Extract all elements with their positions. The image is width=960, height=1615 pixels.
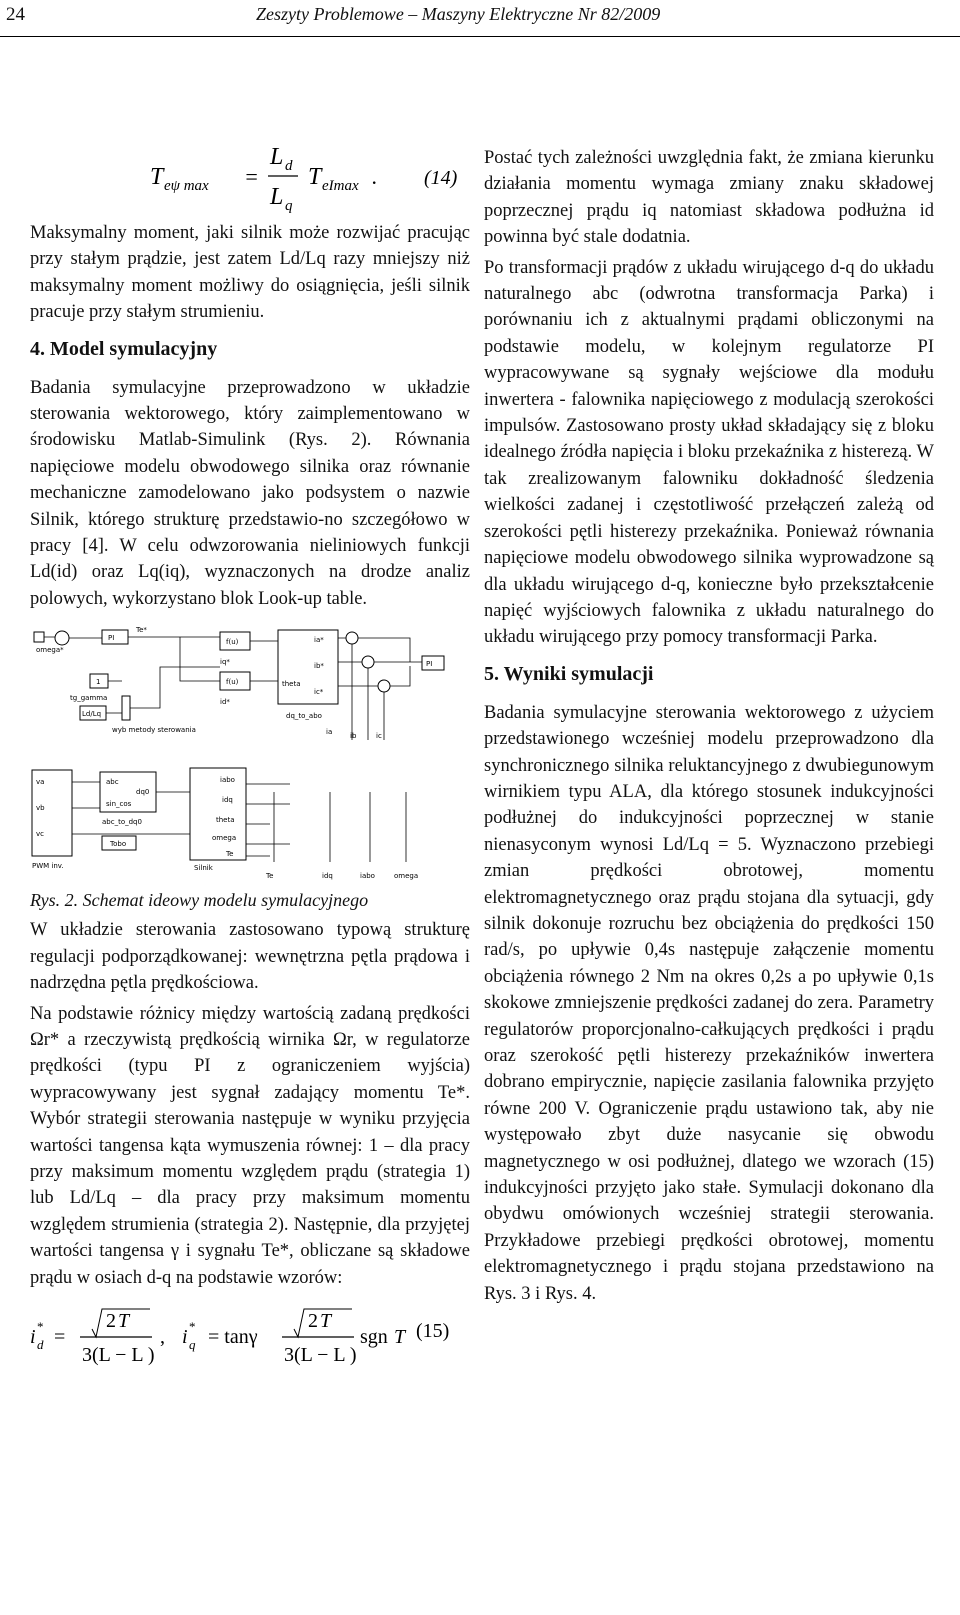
paragraph-simulation-model: Badania symulacyjne przeprowadzono w układzie sterowania wektorowego, który zaimplementowano w środowisku Matlab-Simulink (Rys. 2). Równania napięciowe modelu obwodowego silnika oraz równanie mechaniczne zamodelowano jako podsystem o nazwie Silnik, którego strukturę przedstawio-no szczegółowo w pracy [4]. W celu odwzorowania nieliniowych funkcji Ld(id) oraz Lq(iq), wyznaczonych na drodze analiz polowych, wykorzystano blok Look-up table. xyxy=(30,377,470,609)
label-vc: vc xyxy=(36,830,44,839)
page-header xyxy=(0,0,960,40)
scope-idq: idq xyxy=(322,872,333,881)
eq15-sgn: sgn xyxy=(360,1325,388,1348)
label-id: id* xyxy=(220,698,230,707)
silnik-block xyxy=(190,768,246,860)
label-tg-gamma: tg_gamma xyxy=(70,694,108,703)
eq15-eq2: = tanγ xyxy=(208,1325,258,1348)
eq15-te1: T xyxy=(118,1309,130,1332)
eq15-te2: T xyxy=(320,1309,332,1332)
label-ic: ic* xyxy=(314,688,324,697)
simulink-diagram xyxy=(30,622,450,884)
scope-omega: omega xyxy=(394,872,419,881)
label-pwm: PWM inv. xyxy=(32,862,64,871)
label-va: va xyxy=(36,778,45,787)
eq15-num1: 2 xyxy=(106,1309,116,1332)
paragraph-speed-regulator: Na podstawie różnicy między wartością zadaną prędkości Ωr* a rzeczywistą prędkością wirnika Ωr, w regulatorze prędkości (typu PI z ograniczeniem wyjścia) wypracowywany jest sygnał zadający momentu Te*. Wybór strategii sterowania następuje w wyniku przyjęcia wartości tangensa kąta wymuszenia równej: 1 – dla pracy przy maksimum momentu względem prądu (strategia 1) lub Ld/Lq – dla pracy przy maksimum momentu względem strumienia (strategia 2). Następnie, dla przyjętej wartości tangensa γ i sygnału Te*, obliczane są składowe prądu w osiach d-q na podstawie wzorów: xyxy=(30,1003,470,1288)
eq15-star2: * xyxy=(189,1318,196,1334)
section-5-title: 5. Wyniki symulacji xyxy=(484,662,654,685)
eq15-comma: , xyxy=(160,1325,165,1348)
eq14-num: L xyxy=(270,144,284,170)
eq14-lhs-sub: eψ max xyxy=(164,178,209,194)
eq14-equals: = xyxy=(244,164,259,189)
label-dq0: dq0 xyxy=(136,788,150,797)
eq15-iq: i xyxy=(182,1325,188,1348)
label-tobo: Tobo xyxy=(110,840,127,849)
paragraph-results: Badania symulacyjne sterowania wektorowego z użyciem przedstawionego wcześniej modelu przeprowadzono dla synchronicznego silnika reluktancyjnego z dwubiegunowym wirnikiem typu ALA, dla którego stosunek indukcyjności podłużnej do indukcyjności poprzecznej w stanie nienasyconym wynosi Ld/Lq = 5. Wyznaczono przebiegi zmian prędkości obrotowej, momentu elektromagnetycznego oraz prądu stojana dla sytuacji, gdy silnik dokonuje rozruchu bez obciążenia do prędkości 150 rad/s, po upływie 0,4s następuje załączenie momentu obciążenia równego 2 Nm na okres 0,2s a po upływie 0,1s skokowe zmniejszenie prędkości zadanej do zera. Parametry regulatorów proporcjonalno-całkujących prędkości i prądu oraz szerokość pętli histerezy przekaźników inwertera dobrano empirycznie, napięcie zasilania falownika przyjęto równe 200 V. Ograniczenie prądu ustawiono tak, aby nie występowało zbyt duże nasycanie się obwodu magnetycznego w osi podłużnej, dlatego we wzorach (15) indukcyjności przyjęto jako stałe. Symulacji dokonano dla obydwu omówionych wcześniej strategii sterowania. Przykładowe przebiegi prędkości obrotowej, momentu elektromagnetycznego i prądu stojana przedstawiono na Rys. 3 i Rys. 4. xyxy=(484,702,934,1304)
fu-label-1: f(u) xyxy=(226,638,239,647)
paragraph-max-moment: Maksymalny moment, jaki silnik może rozwijać pracując przy stałym prądzie, jest zatem Ld/Lq razy mniejszy niż maksymalny moment możliwy do osiągnięcia, jeśli silnik pracuje przy stałym strumieniu. xyxy=(30,223,470,323)
signal-lines-switch xyxy=(106,667,220,713)
label-wyb: wyb metody sterowania xyxy=(112,726,196,735)
eq15-te3: T xyxy=(394,1325,406,1348)
eq15-q: q xyxy=(189,1336,196,1352)
figure-2-schematic xyxy=(30,622,450,884)
eq15-eq1: = xyxy=(54,1325,66,1348)
pi-speed-block xyxy=(102,630,128,644)
eq14-rhs-sub: eImax xyxy=(322,178,359,194)
equation-15-graphic xyxy=(30,1299,470,1379)
sum-a xyxy=(346,632,358,644)
paragraph-dependency: Postać tych zależności uwzględnia fakt, że zmiana kierunku działania momentu wymaga zmiany znaku składowej poprzecznej prądu iq natomiast składowa podłużna id powinna być stale dodatnia. xyxy=(484,148,934,248)
eq14-num-sub: d xyxy=(285,158,293,174)
eq14-number: (14) xyxy=(424,167,458,189)
switch-block xyxy=(122,696,130,720)
label-idq: idq xyxy=(222,796,233,805)
fu-label-2: f(u) xyxy=(226,678,239,687)
label-ib: ib* xyxy=(314,662,324,671)
label-ic-feedback: ic xyxy=(376,732,382,741)
sum-omega xyxy=(55,631,69,645)
dq-to-abc-block xyxy=(278,630,338,704)
label-iabo: iabo xyxy=(220,776,235,785)
label-abc-to-dq0: abc_to_dq0 xyxy=(102,818,142,827)
pi-current-label: PI xyxy=(426,660,433,669)
eq15-number: (15) xyxy=(416,1319,450,1342)
eq15-num2: 2 xyxy=(308,1309,318,1332)
paragraph-control-structure: W układzie sterowania zastosowano typową strukturę regulacji podporządkowanej: wewnętrzna pętla prądowa i nadrzędna pętla prędkościowa. xyxy=(30,920,470,994)
label-abc: abc xyxy=(106,778,119,787)
eq15-id: i xyxy=(30,1325,36,1348)
eq14-den-sub: q xyxy=(285,198,293,214)
section-4-title: 4. Model symulacyjny xyxy=(30,337,218,360)
scope-lines xyxy=(274,792,406,862)
right-column xyxy=(484,145,934,1311)
label-theta: theta xyxy=(282,680,301,689)
label-ia: ia* xyxy=(314,636,324,645)
label-iq: iq* xyxy=(220,658,230,667)
label-dq-to-abc: dq_to_abo xyxy=(286,712,322,721)
journal-title: Zeszyty Problemowe – Maszyny Elektryczne Nr 82/2009 xyxy=(256,4,661,24)
label-theta-motor: theta xyxy=(216,816,235,825)
figure-2-caption: Rys. 2. Schemat ideowy modelu symulacyjnego xyxy=(30,890,369,911)
pi-speed-label: PI xyxy=(108,634,115,643)
label-vb: vb xyxy=(36,804,45,813)
label-one: 1 xyxy=(96,678,101,687)
label-te: Te* xyxy=(136,626,147,635)
label-te-motor: Te xyxy=(226,850,234,859)
sum-b xyxy=(362,656,374,668)
eq14-rhs: T xyxy=(308,164,322,190)
eq15-d: d xyxy=(37,1336,44,1352)
equation-15 xyxy=(30,1299,470,1379)
equation-14 xyxy=(30,132,470,220)
label-sincos: sin_cos xyxy=(106,800,132,809)
left-column xyxy=(30,132,470,1379)
eq14-dot: . xyxy=(372,164,378,189)
label-ldlq: Ld/Lq xyxy=(82,710,102,719)
feedback-lines xyxy=(352,644,384,740)
eq15-den1: 3(L − L ) xyxy=(82,1343,155,1366)
eq15-star1: * xyxy=(37,1318,44,1334)
header-rule xyxy=(0,36,960,37)
sum-c xyxy=(378,680,390,692)
eq14-den: L xyxy=(270,184,284,210)
page-number: 24 xyxy=(6,4,25,25)
equation-14-graphic xyxy=(30,132,470,220)
scope-te: Te xyxy=(266,872,274,881)
eq15-den2: 3(L − L ) xyxy=(284,1343,357,1366)
omega-source-block xyxy=(34,632,44,642)
scope-iabo: iabo xyxy=(360,872,375,881)
label-omega-motor: omega xyxy=(212,834,237,843)
eq14-lhs: T xyxy=(150,164,164,190)
label-omega: omega* xyxy=(36,646,64,655)
paragraph-transformation: Po transformacji prądów z układu wirującego d-q do układu naturalnego abc (odwrotna transformacja Parka) i porównaniu ich z aktualnymi prądami obliczonymi na podstawie modelu, w kolejnym regulatorze PI wypracowywane są sygnały wejściowe dla modułu inwertera - falownika napięciowego z modulacją szerokości impulsów. Zastosowano prosty układ składający się z bloku idealnego źródła napięcia i bloku przekaźnika z histerezą. W tak zrealizowanym falowniku dokładność śledzenia wielkości zadanej i częstotliwość przełączeń zależą od szerokości pętli histerezy przekaźnika. Ponieważ równania napięciowe modelu obwodowego silnika wyprowadzone są dla układu wirującego d-q, konieczne było przekształcenie napięć wyjściowych falownika z układu naturalnego do układu wirującego przy pomocy transformacji Parka. xyxy=(484,257,934,648)
label-ia-feedback: ia xyxy=(326,728,333,737)
label-silnik: Silnik xyxy=(194,864,213,873)
label-ib-feedback: ib xyxy=(350,732,357,741)
